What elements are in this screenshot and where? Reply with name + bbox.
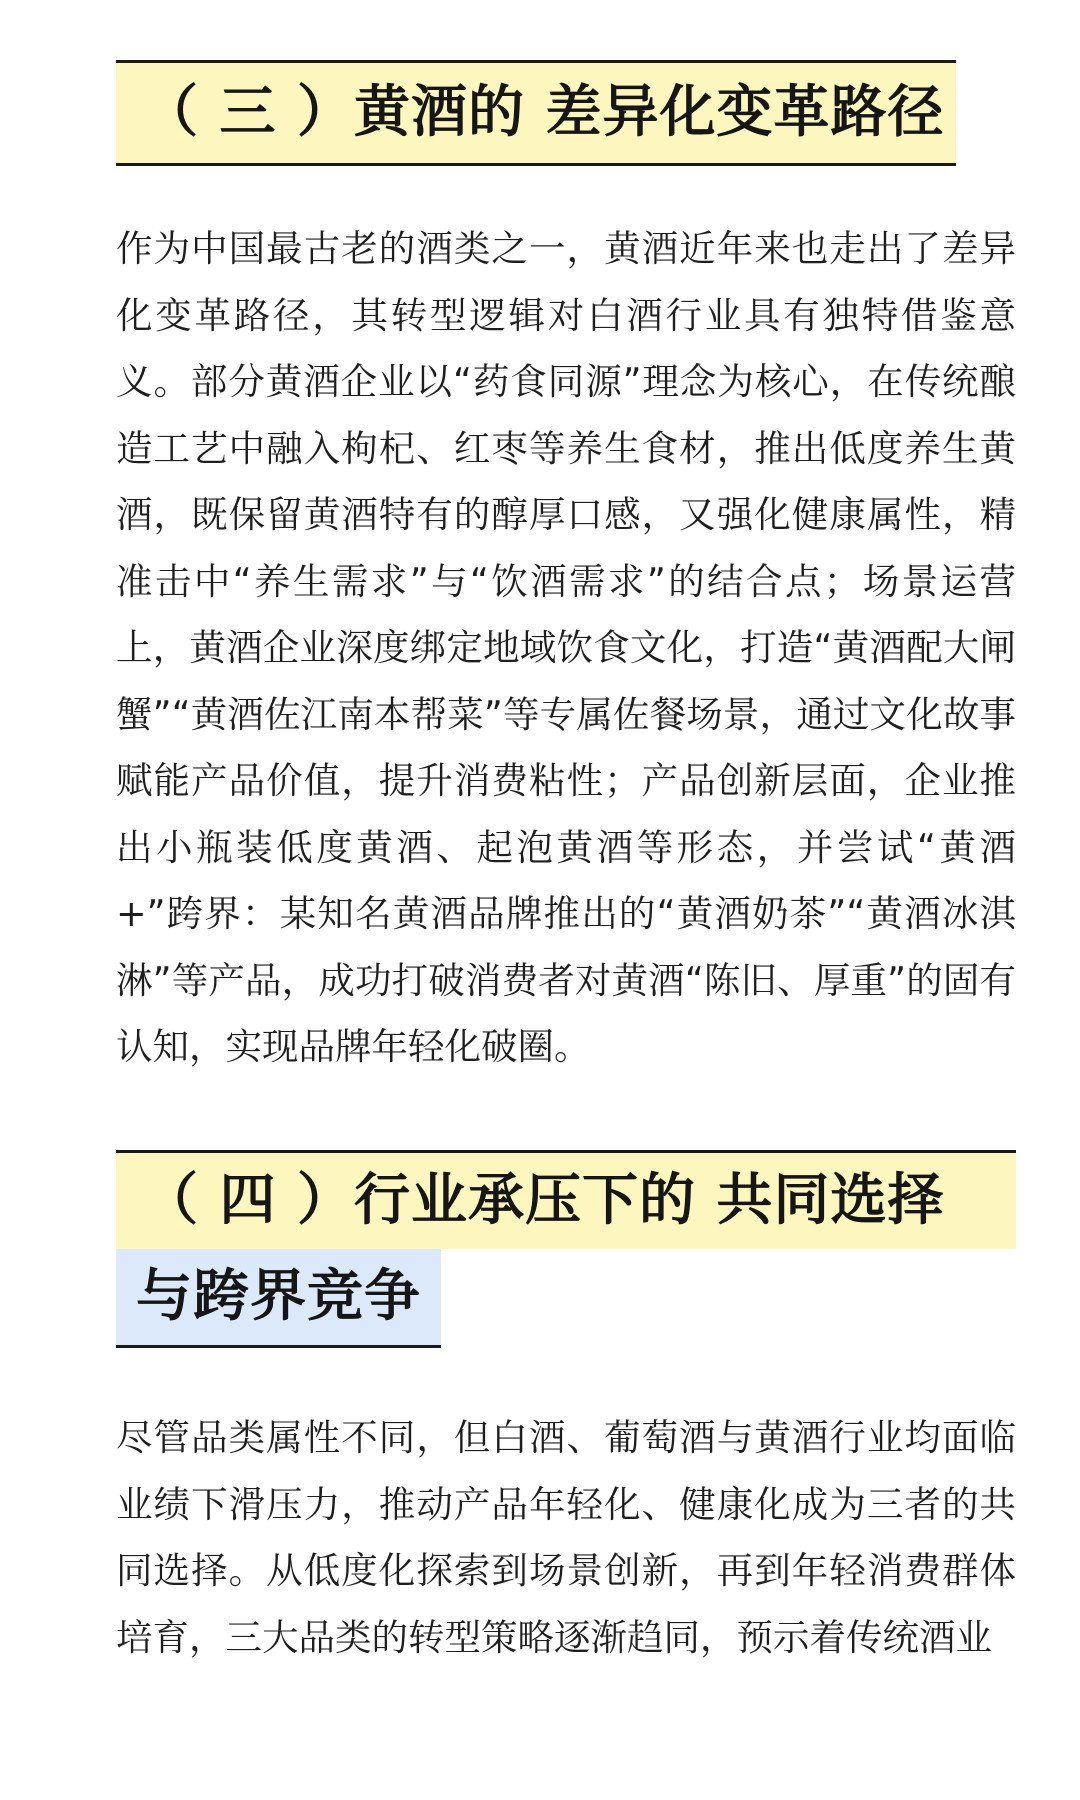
section-4-heading-line-1: （ 四 ）行业承压下的 共同选择 xyxy=(116,1150,1016,1249)
section-3-heading-text: （ 三 ）黄酒的 差异化变革路径 xyxy=(142,80,945,145)
section-4-heading-line-2: 与跨界竞争 xyxy=(116,1249,441,1348)
section-3-heading xyxy=(116,60,956,166)
section-3-paragraph: 作为中国最古老的酒类之一，黄酒近年来也走出了差异化变革路径，其转型逻辑对白酒行业具有独特借鉴意义。部分黄酒企业以“药食同源”理念为核心，在传统酿造工艺中融入枸杞、红枣等养生食材，推出低度养生黄酒，既保留黄酒特有的醇厚口感，又强化健康属性，精准击中“养生需求”与“饮酒需求”的结合点；场景运营上，黄酒企业深度绑定地域饮食文化，打造“黄酒配大闸蟹”“黄酒佐江南本帮菜”等专属佐餐场景，通过文化故事赋能产品价值，提升消费粘性；产品创新层面，企业推出小瓶装低度黄酒、起泡黄酒等形态，并尝试“黄酒+”跨界：某知名黄酒品牌推出的“黄酒奶茶”“黄酒冰淇淋”等产品，成功打破消费者对黄酒“陈旧、厚重”的固有认知，实现品牌年轻化破圈。 xyxy=(116,227,1016,1068)
section-4-paragraph: 尽管品类属性不同，但白酒、葡萄酒与黄酒行业均面临业绩下滑压力，推动产品年轻化、健康化成为三者的共同选择。从低度化探索到场景创新，再到年轻消费群体培育，三大品类的转型策略逐渐趋同，预示着传统酒业 xyxy=(116,1416,1016,1659)
section-4-heading xyxy=(116,1150,1016,1348)
